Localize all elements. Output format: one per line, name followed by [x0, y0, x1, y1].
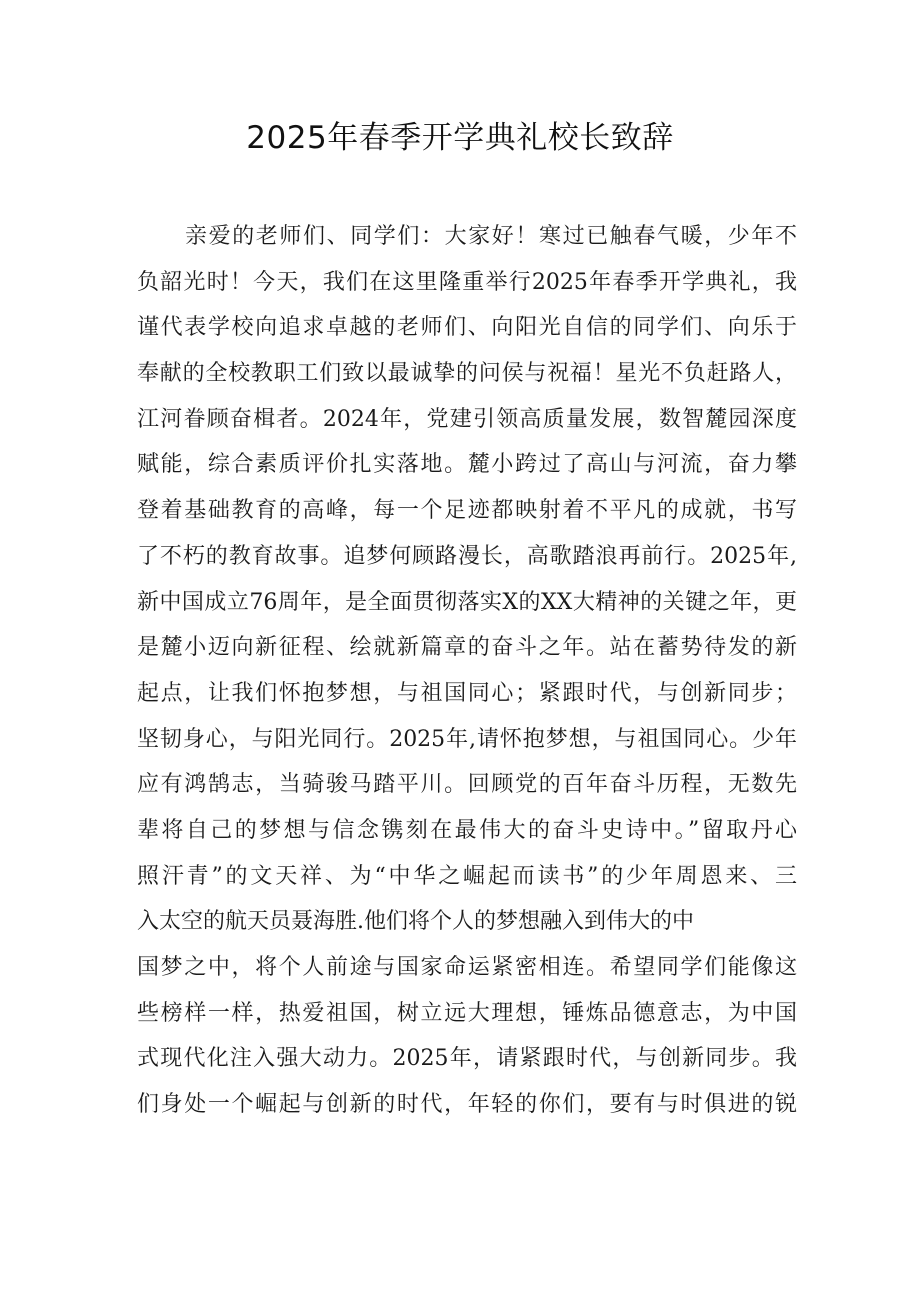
body-line: 入太空的航天员聂海胜.他们将个人的梦想融入到伟大的中 [137, 909, 694, 935]
body-line: 赋能，综合素质评价扎实落地。麓小跨过了高山与河流，奋力攀 [137, 452, 797, 478]
body-line: 负韶光时！今天，我们在这里隆重举行2025年春季开学典礼，我 [137, 269, 797, 295]
body-line: 们身处一个崛起与创新的时代，年轻的你们，要有与时俱进的锐 [137, 1092, 797, 1118]
body-line: 坚韧身心，与阳光同行。2025年,请怀抱梦想，与祖国同心。少年 [137, 726, 797, 752]
body-line: 新中国成立76周年，是全面贯彻落实X的XX大精神的关键之年，更 [137, 589, 797, 615]
body-line: 奉献的全校教职工们致以最诚挚的问侯与祝福！星光不负赶路人， [137, 361, 797, 387]
body-line: 照汗青”的文天祥、为“中华之崛起而读书”的少年周恩来、三 [137, 863, 797, 889]
body-line: 应有鸿鹄志，当骑骏马踏平川。回顾党的百年奋斗历程，无数先 [137, 772, 797, 798]
body-line: 国梦之中，将个人前途与国家命运紧密相连。希望同学们能像这 [137, 955, 797, 980]
body-line: 式现代化注入强大动力。2025年，请紧跟时代，与创新同步。我 [137, 1046, 797, 1072]
body-line: 谨代表学校向追求卓越的老师们、向阳光自信的同学们、向乐于 [137, 315, 797, 341]
body-line: 登着基础教育的高峰，每一个足迹都映射着不平凡的成就，书写 [137, 498, 797, 524]
document-title: 2025年春季开学典礼校长致辞 [246, 120, 674, 156]
body-line: 亲爱的老师们、同学们：大家好！寒过已触春气暖，少年不 [185, 224, 797, 249]
speech-body [137, 214, 797, 1128]
body-line: 江河眷顾奋楫者。2024年，党建引领高质量发展，数智麓园深度 [137, 406, 797, 432]
body-line: 些榜样一样，热爱祖国，树立远大理想，锤炼品德意志，为中国 [137, 1000, 797, 1026]
body-line: 起点，让我们怀抱梦想，与祖国同心；紧跟时代，与创新同步； [137, 680, 797, 706]
body-line: 了不朽的教育故事。追梦何顾路漫长，高歌踏浪再前行。2025年, [137, 543, 797, 569]
body-line: 辈将自己的梦想与信念镌刻在最伟大的奋斗史诗中。”留取丹心 [137, 817, 797, 843]
body-line: 是麓小迈向新征程、绘就新篇章的奋斗之年。站在蓄势待发的新 [137, 635, 797, 661]
